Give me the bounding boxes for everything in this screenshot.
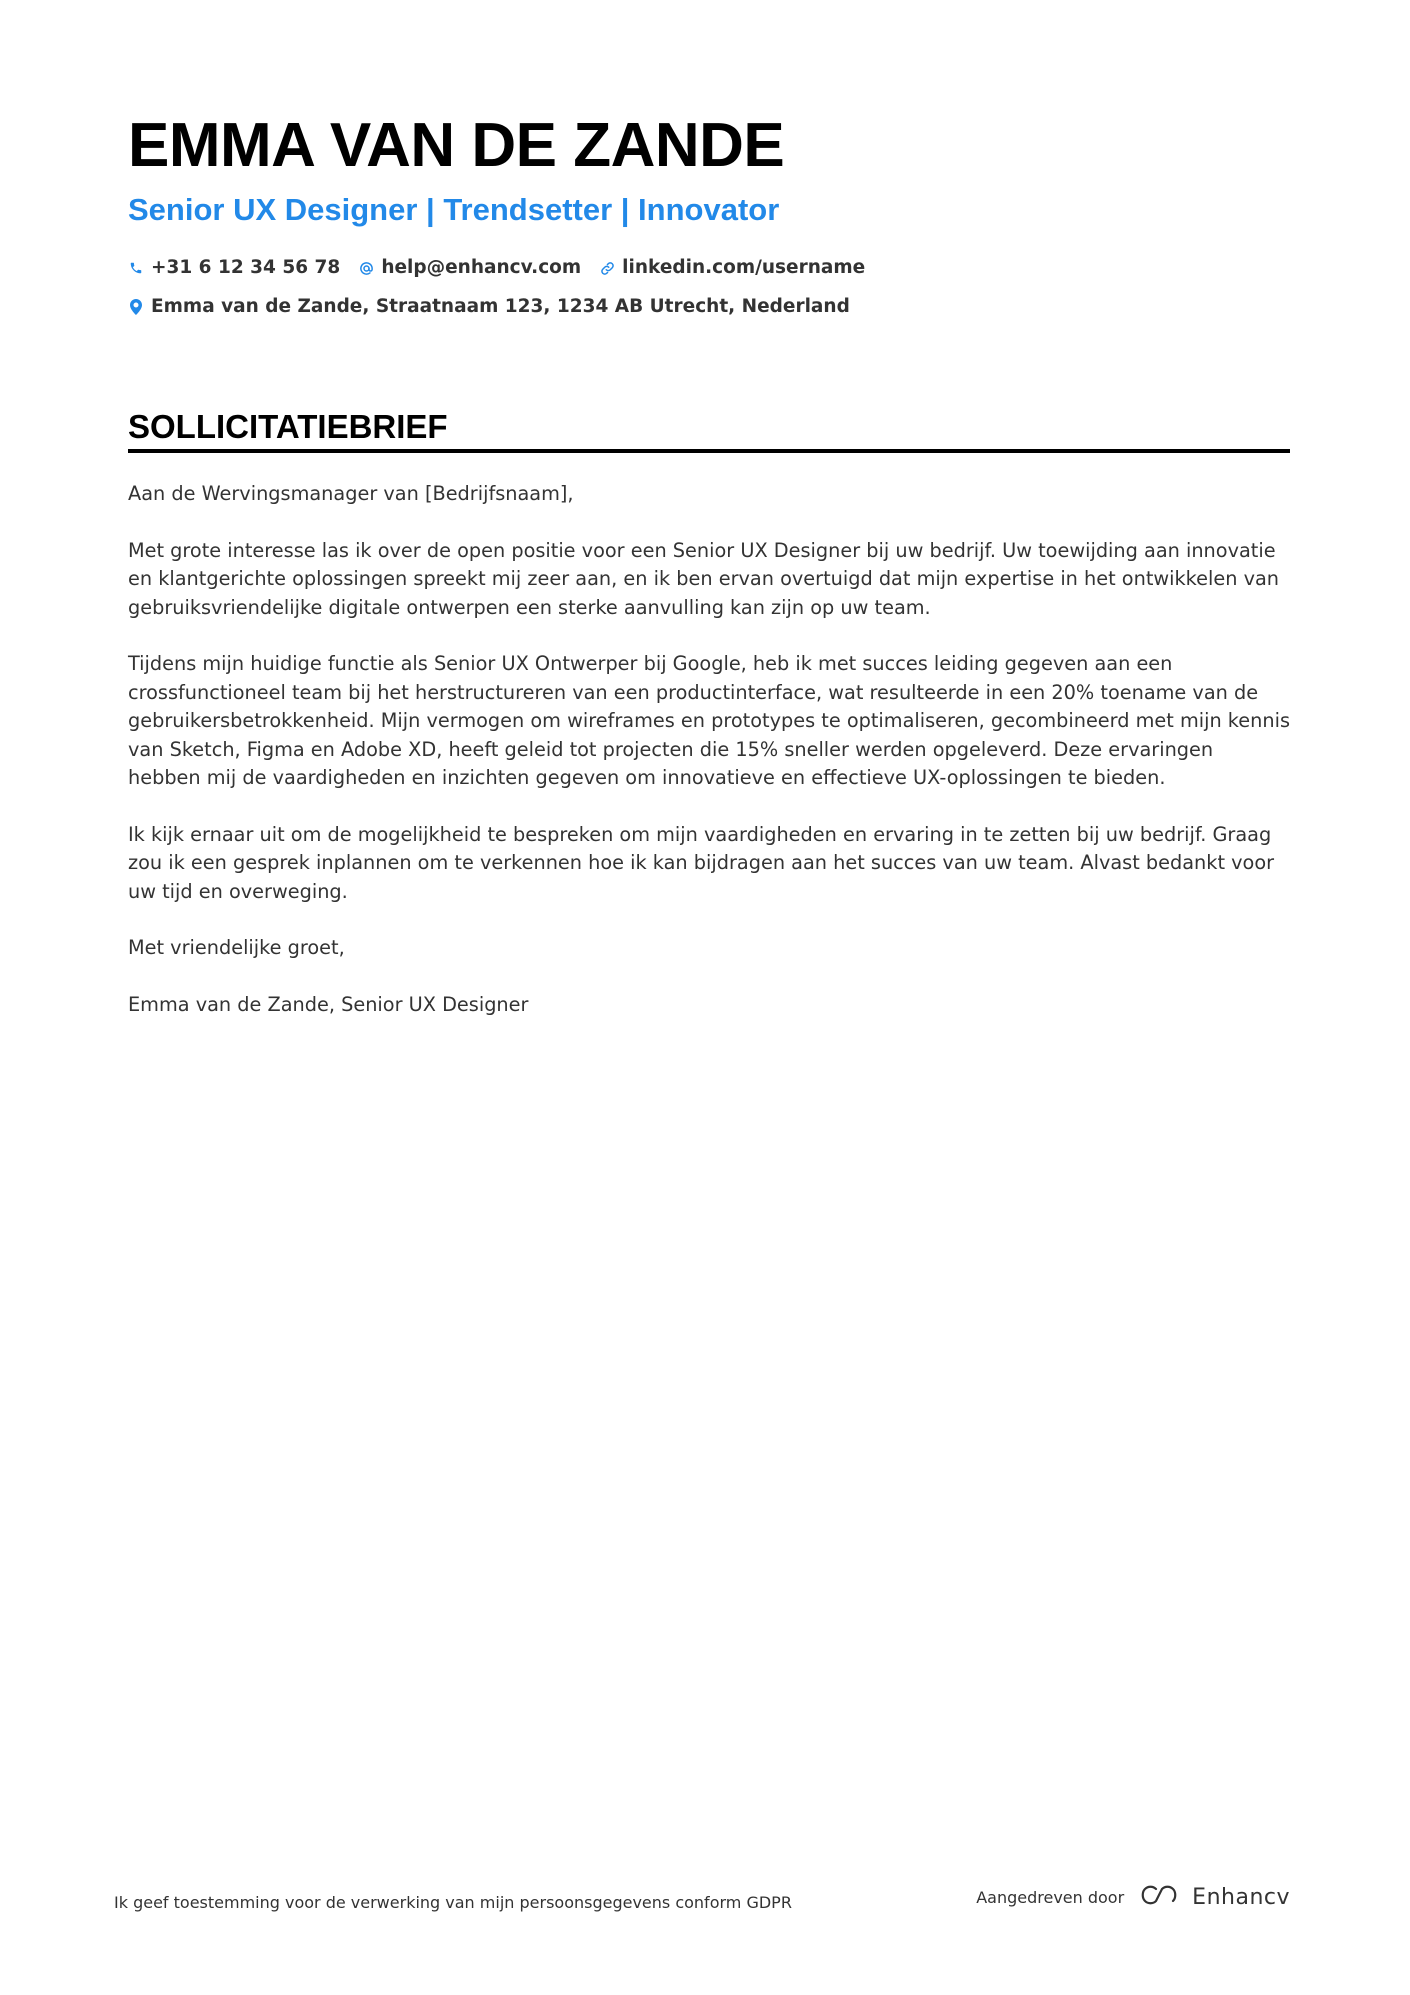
enhancv-logo	[1136, 1883, 1290, 1911]
letter-closing: Met vriendelijke groet,	[128, 936, 345, 959]
section-divider	[128, 449, 1290, 453]
link-icon	[599, 259, 615, 277]
letter-body	[128, 480, 1290, 1047]
applicant-name: EMMA VAN DE ZANDE	[128, 111, 785, 180]
contact-email[interactable]	[358, 254, 581, 282]
email-text: help@enhancv.com	[381, 257, 582, 278]
powered-by[interactable]	[976, 1883, 1290, 1911]
contact-row-address	[128, 293, 868, 321]
address-text: Emma van de Zande, Straatnaam 123, 1234 AB Utrecht, Nederland	[151, 296, 850, 317]
letter-signature: Emma van de Zande, Senior UX Designer	[128, 992, 529, 1016]
applicant-headline: Senior UX Designer | Trendsetter | Innovator	[128, 192, 780, 227]
letter-paragraph: Tijdens mijn huidige functie als Senior UX Ontwerper bij Google, heb ik met succes leiding gegeven aan een crossfunctioneel team bij het herstructureren van een productinterface, wat resulteerde in een 20% toename van de gebruikersbetrokkenheid. Mijn vermogen om wireframes en prototypes te optimaliseren, gecombineerd met mijn kennis van Sketch, Figma en Adobe XD, heeft geleid tot projecten die 15% sneller werden opgeleverd. Deze ervaringen hebben mij de vaardigheden en inzichten gegeven om innovatieve en effectieve UX-oplossingen te bieden.	[128, 652, 1290, 789]
at-icon	[358, 259, 374, 277]
powered-by-label: Aangedreven door	[976, 1887, 1125, 1907]
letter-paragraph: Met grote interesse las ik over de open positie voor een Senior UX Designer bij uw bedrijf. Uw toewijding aan innovatie en klantgerichte oplossingen spreekt mij zeer aan, en ik ben ervan overtuigd dat mijn expertise in het ontwikkelen van gebruiksvriendelijke digitale ontwerpen een sterke aanvulling kan zijn op uw team.	[128, 538, 1280, 619]
contact-address	[128, 293, 850, 321]
letter-greeting: Aan de Wervingsmanager van [Bedrijfsnaam],	[128, 482, 574, 505]
section-title: SOLLICITATIEBRIEF	[128, 408, 448, 445]
gdpr-consent-text: Ik geef toestemming voor de verwerking van mijn persoonsgegevens conform GDPR	[114, 1893, 792, 1912]
contact-phone[interactable]	[128, 254, 340, 282]
enhancv-logo-icon	[1136, 1883, 1182, 1911]
letter-paragraph: Ik kijk ernaar uit om de mogelijkheid te bespreken om mijn vaardigheden en ervaring in te zetten bij uw bedrijf. Graag zou ik een gesprek inplannen om te verkennen hoe ik kan bijdragen aan het succes van uw team. Alvast bedankt voor uw tijd en overweging.	[128, 822, 1275, 903]
phone-text: +31 6 12 34 56 78	[151, 257, 341, 278]
linkedin-text: linkedin.com/username	[622, 257, 866, 278]
contact-row-primary	[128, 254, 883, 282]
contact-linkedin[interactable]	[599, 254, 865, 282]
phone-icon	[128, 259, 144, 277]
brand-name: Enhancv	[1192, 1884, 1290, 1910]
location-pin-icon	[128, 298, 144, 316]
